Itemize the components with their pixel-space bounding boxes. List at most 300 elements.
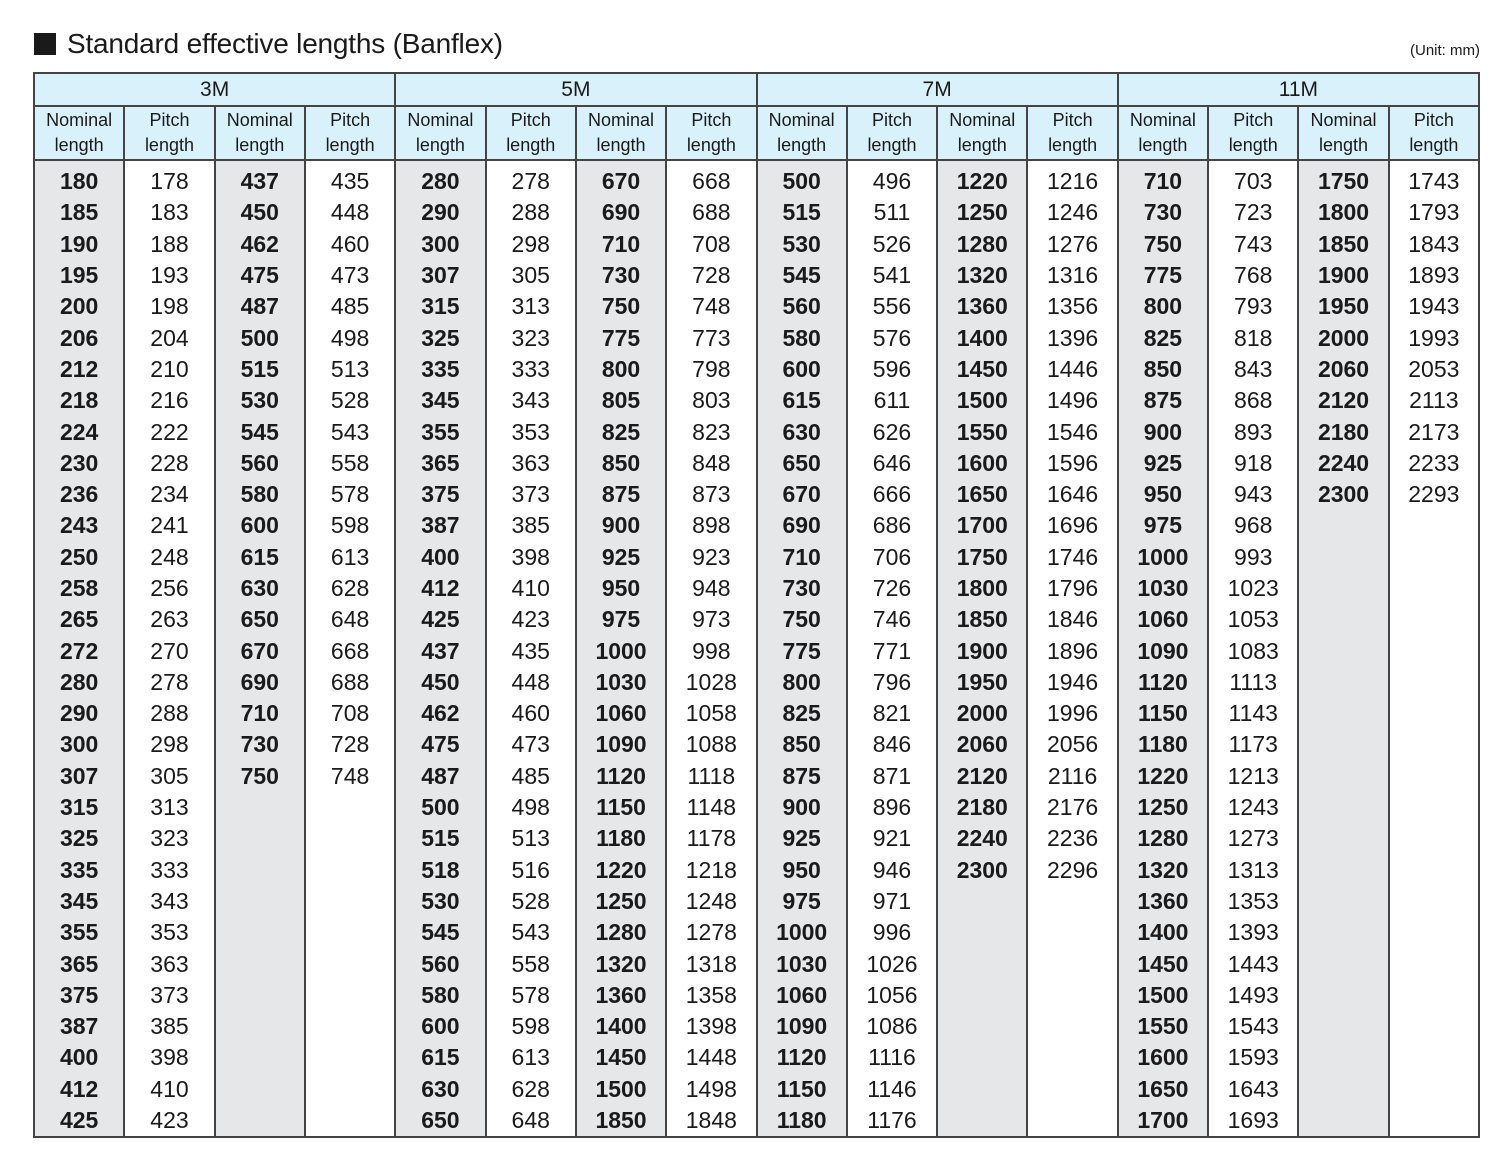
nominal-length-cell: 1400 bbox=[576, 1011, 666, 1042]
nominal-length-cell bbox=[1298, 1074, 1388, 1105]
pitch-length-cell: 288 bbox=[124, 698, 214, 729]
pitch-length-cell: 222 bbox=[124, 416, 214, 447]
pitch-length-cell bbox=[1389, 635, 1479, 666]
pitch-length-cell: 528 bbox=[486, 886, 576, 917]
table-row bbox=[34, 1105, 1479, 1137]
pitch-length-cell bbox=[1027, 886, 1117, 917]
nominal-length-cell: 775 bbox=[757, 635, 847, 666]
nominal-length-cell: 1950 bbox=[1298, 291, 1388, 322]
pitch-length-cell: 558 bbox=[486, 948, 576, 979]
nominal-length-cell: 710 bbox=[576, 229, 666, 260]
nominal-length-cell: 2300 bbox=[937, 855, 1027, 886]
nominal-length-cell bbox=[215, 917, 305, 948]
nominal-length-cell: 365 bbox=[34, 948, 124, 979]
nominal-length-cell: 850 bbox=[1118, 354, 1208, 385]
pitch-length-cell: 373 bbox=[124, 980, 214, 1011]
nominal-length-header: Nominal length bbox=[757, 106, 847, 160]
pitch-length-cell: 193 bbox=[124, 260, 214, 291]
pitch-length-cell: 435 bbox=[486, 635, 576, 666]
nominal-length-cell: 412 bbox=[34, 1074, 124, 1105]
pitch-length-cell bbox=[1389, 886, 1479, 917]
pitch-length-cell: 460 bbox=[486, 698, 576, 729]
pitch-length-cell: 1996 bbox=[1027, 698, 1117, 729]
nominal-length-cell: 258 bbox=[34, 573, 124, 604]
nominal-length-cell: 1550 bbox=[937, 416, 1027, 447]
nominal-length-cell: 1120 bbox=[576, 761, 666, 792]
pitch-length-cell: 943 bbox=[1208, 479, 1298, 510]
pitch-length-cell: 298 bbox=[124, 729, 214, 760]
pitch-length-cell bbox=[1389, 667, 1479, 698]
pitch-length-cell bbox=[1389, 792, 1479, 823]
pitch-length-cell: 578 bbox=[305, 479, 395, 510]
nominal-length-cell: 236 bbox=[34, 479, 124, 510]
nominal-length-cell: 925 bbox=[576, 542, 666, 573]
pitch-length-cell: 228 bbox=[124, 448, 214, 479]
nominal-length-cell bbox=[215, 948, 305, 979]
nominal-length-cell: 875 bbox=[757, 761, 847, 792]
pitch-length-header: Pitch length bbox=[486, 106, 576, 160]
group-header-11m: 11M bbox=[1118, 73, 1479, 106]
nominal-length-cell: 925 bbox=[1118, 448, 1208, 479]
nominal-length-cell: 730 bbox=[215, 729, 305, 760]
pitch-length-cell: 971 bbox=[847, 886, 937, 917]
nominal-length-cell: 462 bbox=[395, 698, 485, 729]
pitch-length-cell: 1546 bbox=[1027, 416, 1117, 447]
nominal-length-cell bbox=[215, 980, 305, 1011]
pitch-length-cell: 1058 bbox=[666, 698, 756, 729]
nominal-length-cell: 690 bbox=[757, 510, 847, 541]
pitch-length-header: Pitch length bbox=[1027, 106, 1117, 160]
pitch-length-cell: 333 bbox=[486, 354, 576, 385]
pitch-length-cell: 773 bbox=[666, 322, 756, 353]
nominal-length-cell: 487 bbox=[395, 761, 485, 792]
pitch-length-cell: 198 bbox=[124, 291, 214, 322]
pitch-length-cell: 1248 bbox=[666, 886, 756, 917]
pitch-length-cell: 543 bbox=[486, 917, 576, 948]
pitch-length-cell: 241 bbox=[124, 510, 214, 541]
pitch-length-cell bbox=[1389, 980, 1479, 1011]
pitch-length-cell: 596 bbox=[847, 354, 937, 385]
nominal-length-cell: 1150 bbox=[757, 1074, 847, 1105]
nominal-length-cell: 800 bbox=[757, 667, 847, 698]
pitch-length-cell: 1356 bbox=[1027, 291, 1117, 322]
pitch-length-cell: 2293 bbox=[1389, 479, 1479, 510]
column-header-row bbox=[34, 106, 1479, 160]
pitch-length-cell: 793 bbox=[1208, 291, 1298, 322]
pitch-length-cell: 473 bbox=[486, 729, 576, 760]
pitch-length-cell: 485 bbox=[486, 761, 576, 792]
nominal-length-cell bbox=[937, 948, 1027, 979]
pitch-length-cell bbox=[1389, 1074, 1479, 1105]
table-row bbox=[34, 448, 1479, 479]
pitch-length-cell: 648 bbox=[486, 1105, 576, 1137]
pitch-length-cell: 998 bbox=[666, 635, 756, 666]
pitch-length-cell: 598 bbox=[486, 1011, 576, 1042]
table-row bbox=[34, 354, 1479, 385]
table-body bbox=[34, 160, 1479, 1137]
nominal-length-cell: 800 bbox=[1118, 291, 1208, 322]
nominal-length-cell: 900 bbox=[1118, 416, 1208, 447]
pitch-length-cell: 1278 bbox=[666, 917, 756, 948]
page-title bbox=[34, 26, 503, 62]
pitch-length-cell bbox=[305, 1011, 395, 1042]
pitch-length-cell: 343 bbox=[124, 886, 214, 917]
pitch-length-cell: 1396 bbox=[1027, 322, 1117, 353]
nominal-length-cell: 355 bbox=[34, 917, 124, 948]
nominal-length-cell: 335 bbox=[395, 354, 485, 385]
pitch-length-cell: 2236 bbox=[1027, 823, 1117, 854]
pitch-length-cell: 323 bbox=[486, 322, 576, 353]
pitch-length-cell: 204 bbox=[124, 322, 214, 353]
nominal-length-cell: 212 bbox=[34, 354, 124, 385]
nominal-length-cell: 950 bbox=[1118, 479, 1208, 510]
nominal-length-cell: 670 bbox=[576, 160, 666, 197]
pitch-length-cell: 768 bbox=[1208, 260, 1298, 291]
pitch-length-cell: 1273 bbox=[1208, 823, 1298, 854]
nominal-length-cell bbox=[1298, 573, 1388, 604]
pitch-length-cell bbox=[1027, 1011, 1117, 1042]
nominal-length-cell: 515 bbox=[757, 197, 847, 228]
pitch-length-cell: 578 bbox=[486, 980, 576, 1011]
pitch-length-header: Pitch length bbox=[1389, 106, 1479, 160]
nominal-length-cell bbox=[1298, 1011, 1388, 1042]
pitch-length-cell: 1943 bbox=[1389, 291, 1479, 322]
nominal-length-cell: 2180 bbox=[1298, 416, 1388, 447]
nominal-length-cell: 375 bbox=[34, 980, 124, 1011]
nominal-length-cell: 1450 bbox=[937, 354, 1027, 385]
pitch-length-cell: 973 bbox=[666, 604, 756, 635]
nominal-length-cell: 1150 bbox=[1118, 698, 1208, 729]
pitch-length-cell: 613 bbox=[305, 542, 395, 573]
nominal-length-cell: 1360 bbox=[576, 980, 666, 1011]
nominal-length-cell: 1220 bbox=[576, 855, 666, 886]
nominal-length-cell: 1500 bbox=[1118, 980, 1208, 1011]
pitch-length-cell: 1846 bbox=[1027, 604, 1117, 635]
pitch-length-cell: 803 bbox=[666, 385, 756, 416]
nominal-length-cell: 560 bbox=[757, 291, 847, 322]
nominal-length-cell: 300 bbox=[395, 229, 485, 260]
nominal-length-cell: 900 bbox=[757, 792, 847, 823]
nominal-length-cell: 925 bbox=[757, 823, 847, 854]
nominal-length-cell: 630 bbox=[395, 1074, 485, 1105]
nominal-length-cell: 630 bbox=[757, 416, 847, 447]
nominal-length-cell: 750 bbox=[757, 604, 847, 635]
nominal-length-cell bbox=[1298, 886, 1388, 917]
pitch-length-cell: 1116 bbox=[847, 1042, 937, 1073]
pitch-length-cell: 703 bbox=[1208, 160, 1298, 197]
group-header-7m: 7M bbox=[757, 73, 1118, 106]
pitch-length-cell bbox=[1389, 573, 1479, 604]
nominal-length-cell: 850 bbox=[576, 448, 666, 479]
nominal-length-cell bbox=[215, 886, 305, 917]
pitch-length-header: Pitch length bbox=[666, 106, 756, 160]
nominal-length-cell: 690 bbox=[215, 667, 305, 698]
nominal-length-cell: 600 bbox=[757, 354, 847, 385]
nominal-length-cell: 600 bbox=[215, 510, 305, 541]
pitch-length-cell: 333 bbox=[124, 855, 214, 886]
pitch-length-cell: 1146 bbox=[847, 1074, 937, 1105]
nominal-length-cell bbox=[1298, 917, 1388, 948]
group-header-3m: 3M bbox=[34, 73, 395, 106]
nominal-length-cell: 518 bbox=[395, 855, 485, 886]
pitch-length-cell: 363 bbox=[486, 448, 576, 479]
pitch-length-cell: 363 bbox=[124, 948, 214, 979]
pitch-length-cell: 448 bbox=[305, 197, 395, 228]
pitch-length-cell: 771 bbox=[847, 635, 937, 666]
belt-type-header-row bbox=[34, 73, 1479, 106]
pitch-length-cell: 706 bbox=[847, 542, 937, 573]
nominal-length-cell: 387 bbox=[395, 510, 485, 541]
pitch-length-header: Pitch length bbox=[847, 106, 937, 160]
pitch-length-cell: 1496 bbox=[1027, 385, 1117, 416]
pitch-length-cell bbox=[1027, 1074, 1117, 1105]
nominal-length-cell bbox=[937, 1042, 1027, 1073]
nominal-length-cell bbox=[1298, 1105, 1388, 1137]
nominal-length-cell: 1650 bbox=[937, 479, 1027, 510]
pitch-length-cell: 2116 bbox=[1027, 761, 1117, 792]
pitch-length-cell: 846 bbox=[847, 729, 937, 760]
pitch-length-cell: 1498 bbox=[666, 1074, 756, 1105]
pitch-length-cell: 576 bbox=[847, 322, 937, 353]
nominal-length-cell: 2120 bbox=[1298, 385, 1388, 416]
nominal-length-cell: 325 bbox=[34, 823, 124, 854]
nominal-length-cell: 1060 bbox=[576, 698, 666, 729]
nominal-length-cell: 1800 bbox=[1298, 197, 1388, 228]
pitch-length-cell: 270 bbox=[124, 635, 214, 666]
pitch-length-cell: 1213 bbox=[1208, 761, 1298, 792]
pitch-length-cell: 628 bbox=[486, 1074, 576, 1105]
pitch-length-cell: 918 bbox=[1208, 448, 1298, 479]
nominal-length-cell: 1450 bbox=[1118, 948, 1208, 979]
pitch-length-cell: 1173 bbox=[1208, 729, 1298, 760]
pitch-length-cell: 313 bbox=[124, 792, 214, 823]
nominal-length-cell: 730 bbox=[576, 260, 666, 291]
nominal-length-cell: 487 bbox=[215, 291, 305, 322]
pitch-length-cell: 688 bbox=[666, 197, 756, 228]
pitch-length-cell: 410 bbox=[124, 1074, 214, 1105]
pitch-length-cell: 1353 bbox=[1208, 886, 1298, 917]
pitch-length-cell: 278 bbox=[124, 667, 214, 698]
nominal-length-cell: 325 bbox=[395, 322, 485, 353]
pitch-length-cell: 1448 bbox=[666, 1042, 756, 1073]
nominal-length-cell: 1360 bbox=[937, 291, 1027, 322]
pitch-length-cell bbox=[1389, 542, 1479, 573]
pitch-length-cell: 746 bbox=[847, 604, 937, 635]
nominal-length-cell: 335 bbox=[34, 855, 124, 886]
nominal-length-cell: 1030 bbox=[576, 667, 666, 698]
nominal-length-cell: 400 bbox=[34, 1042, 124, 1073]
pitch-length-cell: 743 bbox=[1208, 229, 1298, 260]
pitch-length-cell: 398 bbox=[486, 542, 576, 573]
nominal-length-cell: 1090 bbox=[1118, 635, 1208, 666]
pitch-length-cell bbox=[1389, 510, 1479, 541]
pitch-length-cell: 726 bbox=[847, 573, 937, 604]
pitch-length-cell: 871 bbox=[847, 761, 937, 792]
table-row bbox=[34, 542, 1479, 573]
pitch-length-cell: 821 bbox=[847, 698, 937, 729]
pitch-length-cell: 921 bbox=[847, 823, 937, 854]
nominal-length-cell bbox=[1298, 761, 1388, 792]
pitch-length-cell: 513 bbox=[486, 823, 576, 854]
pitch-length-header: Pitch length bbox=[124, 106, 214, 160]
table-row bbox=[34, 761, 1479, 792]
table-row bbox=[34, 698, 1479, 729]
pitch-length-cell bbox=[1027, 917, 1117, 948]
nominal-length-cell: 1150 bbox=[576, 792, 666, 823]
nominal-length-cell bbox=[1298, 510, 1388, 541]
pitch-length-cell: 423 bbox=[124, 1105, 214, 1137]
table-row bbox=[34, 229, 1479, 260]
nominal-length-cell: 1250 bbox=[1118, 792, 1208, 823]
pitch-length-header: Pitch length bbox=[305, 106, 395, 160]
pitch-length-cell: 513 bbox=[305, 354, 395, 385]
table-row bbox=[34, 635, 1479, 666]
pitch-length-cell: 373 bbox=[486, 479, 576, 510]
pitch-length-cell bbox=[1389, 823, 1479, 854]
pitch-length-cell: 1893 bbox=[1389, 260, 1479, 291]
pitch-length-cell: 843 bbox=[1208, 354, 1298, 385]
nominal-length-cell: 1060 bbox=[1118, 604, 1208, 635]
pitch-length-cell: 1896 bbox=[1027, 635, 1117, 666]
table-row bbox=[34, 1011, 1479, 1042]
nominal-length-cell: 545 bbox=[395, 917, 485, 948]
pitch-length-cell: 298 bbox=[486, 229, 576, 260]
pitch-length-cell: 1216 bbox=[1027, 160, 1117, 197]
pitch-length-cell: 485 bbox=[305, 291, 395, 322]
nominal-length-header: Nominal length bbox=[34, 106, 124, 160]
nominal-length-cell: 615 bbox=[757, 385, 847, 416]
nominal-length-cell: 560 bbox=[395, 948, 485, 979]
pitch-length-cell: 613 bbox=[486, 1042, 576, 1073]
nominal-length-cell: 710 bbox=[757, 542, 847, 573]
nominal-length-cell: 425 bbox=[395, 604, 485, 635]
nominal-length-cell: 1800 bbox=[937, 573, 1027, 604]
nominal-length-cell: 975 bbox=[757, 886, 847, 917]
nominal-length-header: Nominal length bbox=[1118, 106, 1208, 160]
pitch-length-cell: 666 bbox=[847, 479, 937, 510]
pitch-length-cell: 1086 bbox=[847, 1011, 937, 1042]
pitch-length-cell: 398 bbox=[124, 1042, 214, 1073]
nominal-length-cell: 730 bbox=[1118, 197, 1208, 228]
nominal-length-cell: 200 bbox=[34, 291, 124, 322]
pitch-length-cell: 823 bbox=[666, 416, 756, 447]
pitch-length-cell: 526 bbox=[847, 229, 937, 260]
nominal-length-cell: 710 bbox=[1118, 160, 1208, 197]
nominal-length-cell: 650 bbox=[757, 448, 847, 479]
pitch-length-cell: 2233 bbox=[1389, 448, 1479, 479]
pitch-length-cell: 1313 bbox=[1208, 855, 1298, 886]
nominal-length-cell: 545 bbox=[757, 260, 847, 291]
pitch-length-cell bbox=[1389, 729, 1479, 760]
nominal-length-cell: 1220 bbox=[937, 160, 1027, 197]
nominal-length-cell: 272 bbox=[34, 635, 124, 666]
nominal-length-cell: 690 bbox=[576, 197, 666, 228]
pitch-length-cell: 1118 bbox=[666, 761, 756, 792]
pitch-length-cell: 893 bbox=[1208, 416, 1298, 447]
pitch-length-cell: 1053 bbox=[1208, 604, 1298, 635]
nominal-length-cell: 315 bbox=[395, 291, 485, 322]
pitch-length-cell: 688 bbox=[305, 667, 395, 698]
nominal-length-cell: 2120 bbox=[937, 761, 1027, 792]
pitch-length-cell bbox=[1389, 917, 1479, 948]
nominal-length-cell: 515 bbox=[215, 354, 305, 385]
nominal-length-cell: 224 bbox=[34, 416, 124, 447]
nominal-length-cell bbox=[215, 792, 305, 823]
nominal-length-cell: 1500 bbox=[937, 385, 1027, 416]
unit-note: (Unit: mm) bbox=[1410, 42, 1480, 59]
nominal-length-cell: 500 bbox=[395, 792, 485, 823]
pitch-length-cell: 1746 bbox=[1027, 542, 1117, 573]
pitch-length-cell bbox=[305, 855, 395, 886]
nominal-length-cell: 670 bbox=[757, 479, 847, 510]
nominal-length-cell: 2060 bbox=[1298, 354, 1388, 385]
pitch-length-cell: 498 bbox=[305, 322, 395, 353]
pitch-length-cell bbox=[1389, 698, 1479, 729]
pitch-length-cell: 1398 bbox=[666, 1011, 756, 1042]
pitch-length-cell: 798 bbox=[666, 354, 756, 385]
nominal-length-cell: 2180 bbox=[937, 792, 1027, 823]
nominal-length-cell: 1090 bbox=[576, 729, 666, 760]
nominal-length-cell: 800 bbox=[576, 354, 666, 385]
nominal-length-cell: 805 bbox=[576, 385, 666, 416]
table-row bbox=[34, 948, 1479, 979]
pitch-length-cell: 1993 bbox=[1389, 322, 1479, 353]
nominal-length-cell: 1120 bbox=[1118, 667, 1208, 698]
nominal-length-cell: 750 bbox=[1118, 229, 1208, 260]
pitch-length-cell: 1148 bbox=[666, 792, 756, 823]
pitch-length-cell: 511 bbox=[847, 197, 937, 228]
nominal-length-cell: 250 bbox=[34, 542, 124, 573]
nominal-length-cell: 280 bbox=[395, 160, 485, 197]
pitch-length-cell: 448 bbox=[486, 667, 576, 698]
nominal-length-cell bbox=[215, 1011, 305, 1042]
pitch-length-cell: 305 bbox=[124, 761, 214, 792]
nominal-length-cell: 875 bbox=[1118, 385, 1208, 416]
nominal-length-cell: 190 bbox=[34, 229, 124, 260]
pitch-length-cell: 1178 bbox=[666, 823, 756, 854]
pitch-length-cell: 1443 bbox=[1208, 948, 1298, 979]
nominal-length-cell: 1400 bbox=[1118, 917, 1208, 948]
nominal-length-cell: 2240 bbox=[1298, 448, 1388, 479]
pitch-length-cell: 498 bbox=[486, 792, 576, 823]
pitch-length-cell: 423 bbox=[486, 604, 576, 635]
nominal-length-cell bbox=[215, 1074, 305, 1105]
pitch-length-cell: 1743 bbox=[1389, 160, 1479, 197]
title-text: Standard effective lengths (Banflex) bbox=[67, 28, 503, 59]
nominal-length-cell: 850 bbox=[757, 729, 847, 760]
pitch-length-cell bbox=[1389, 1011, 1479, 1042]
nominal-length-cell: 580 bbox=[757, 322, 847, 353]
table-row bbox=[34, 510, 1479, 541]
pitch-length-cell: 723 bbox=[1208, 197, 1298, 228]
pitch-length-cell: 796 bbox=[847, 667, 937, 698]
nominal-length-cell bbox=[1298, 635, 1388, 666]
nominal-length-cell: 600 bbox=[395, 1011, 485, 1042]
nominal-length-cell: 500 bbox=[215, 322, 305, 353]
nominal-length-cell: 1320 bbox=[937, 260, 1027, 291]
pitch-length-cell: 288 bbox=[486, 197, 576, 228]
nominal-length-cell: 1180 bbox=[757, 1105, 847, 1137]
pitch-length-cell: 598 bbox=[305, 510, 395, 541]
nominal-length-header: Nominal length bbox=[215, 106, 305, 160]
nominal-length-cell: 315 bbox=[34, 792, 124, 823]
pitch-length-cell: 708 bbox=[305, 698, 395, 729]
pitch-length-cell: 385 bbox=[486, 510, 576, 541]
nominal-length-cell: 437 bbox=[395, 635, 485, 666]
table-row bbox=[34, 729, 1479, 760]
nominal-length-cell: 1250 bbox=[937, 197, 1027, 228]
pitch-length-cell bbox=[305, 948, 395, 979]
